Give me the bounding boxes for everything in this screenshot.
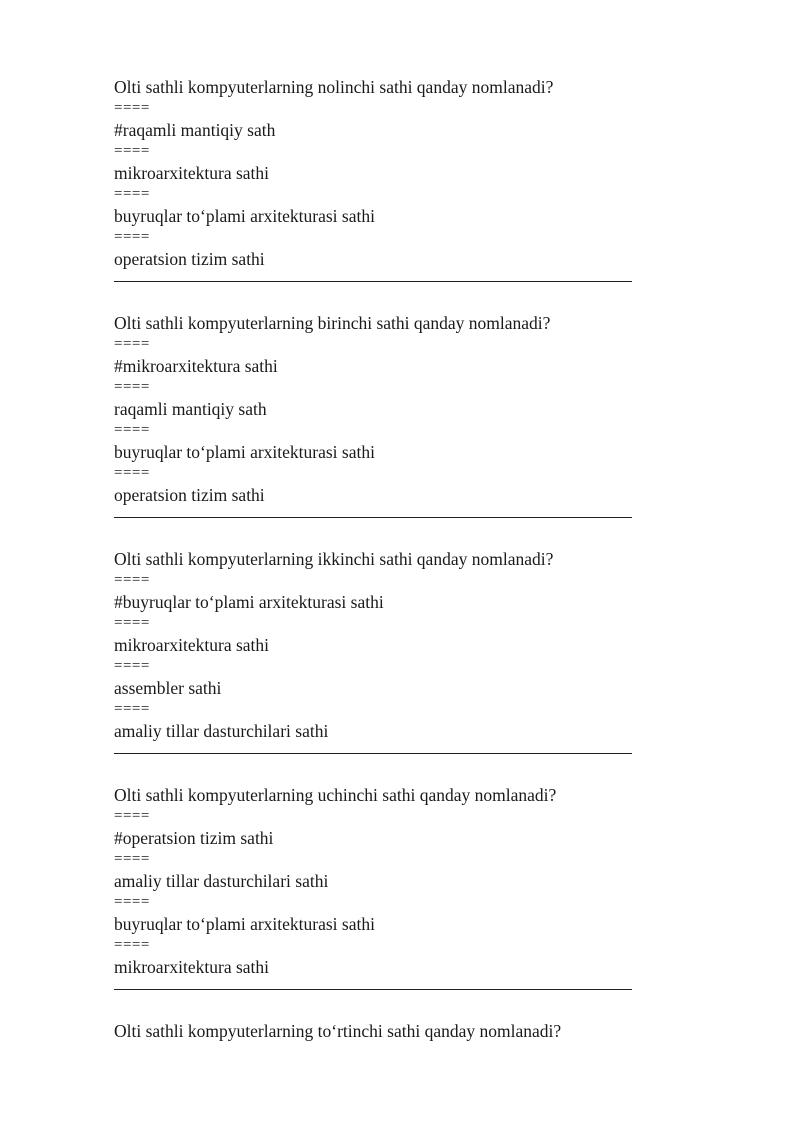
option-separator: ====	[114, 937, 150, 953]
question-block	[114, 310, 634, 518]
divider-rule	[114, 980, 632, 990]
divider-rule	[114, 744, 632, 754]
divider-rule	[114, 272, 632, 282]
option-separator: ====	[114, 701, 150, 717]
question-text: Olti sathli kompyuterlarning uchinchi sathi qanday nomlanadi?	[114, 785, 557, 805]
question-text: Olti sathli kompyuterlarning to‘rtinchi sathi qanday nomlanadi?	[114, 1021, 562, 1041]
option-separator: ====	[114, 808, 150, 824]
option: buyruqlar to‘plami arxitekturasi sathi	[114, 206, 375, 226]
question-text: Olti sathli kompyuterlarning ikkinchi sathi qanday nomlanadi?	[114, 549, 554, 569]
option: mikroarxitektura sathi	[114, 957, 270, 977]
option-separator: ====	[114, 186, 150, 202]
option: buyruqlar to‘plami arxitekturasi sathi	[114, 442, 375, 462]
option-separator: ====	[114, 336, 150, 352]
question-block	[114, 782, 634, 990]
option: mikroarxitektura sathi	[114, 635, 270, 655]
option: operatsion tizim sathi	[114, 249, 265, 269]
question-text: Olti sathli kompyuterlarning nolinchi sathi qanday nomlanadi?	[114, 77, 554, 97]
option-separator: ====	[114, 615, 150, 631]
divider-rule	[114, 508, 632, 518]
option-correct: #operatsion tizim sathi	[114, 828, 274, 848]
option-separator: ====	[114, 894, 150, 910]
option-separator: ====	[114, 572, 150, 588]
document-page	[114, 74, 634, 1044]
option: buyruqlar to‘plami arxitekturasi sathi	[114, 914, 375, 934]
option-correct: #buyruqlar to‘plami arxitekturasi sathi	[114, 592, 384, 612]
option-separator: ====	[114, 658, 150, 674]
question-text: Olti sathli kompyuterlarning birinchi sathi qanday nomlanadi?	[114, 313, 551, 333]
option-separator: ====	[114, 229, 150, 245]
question-block	[114, 546, 634, 754]
option-separator: ====	[114, 422, 150, 438]
option-correct: #mikroarxitektura sathi	[114, 356, 278, 376]
option: raqamli mantiqiy sath	[114, 399, 267, 419]
option-separator: ====	[114, 100, 150, 116]
option-separator: ====	[114, 465, 150, 481]
option-separator: ====	[114, 851, 150, 867]
option: amaliy tillar dasturchilari sathi	[114, 871, 329, 891]
option: operatsion tizim sathi	[114, 485, 265, 505]
option: assembler sathi	[114, 678, 222, 698]
option-separator: ====	[114, 379, 150, 395]
option: amaliy tillar dasturchilari sathi	[114, 721, 329, 741]
question-block	[114, 74, 634, 282]
option-separator: ====	[114, 143, 150, 159]
option-correct: #raqamli mantiqiy sath	[114, 120, 276, 140]
question-block	[114, 1018, 634, 1044]
option: mikroarxitektura sathi	[114, 163, 270, 183]
